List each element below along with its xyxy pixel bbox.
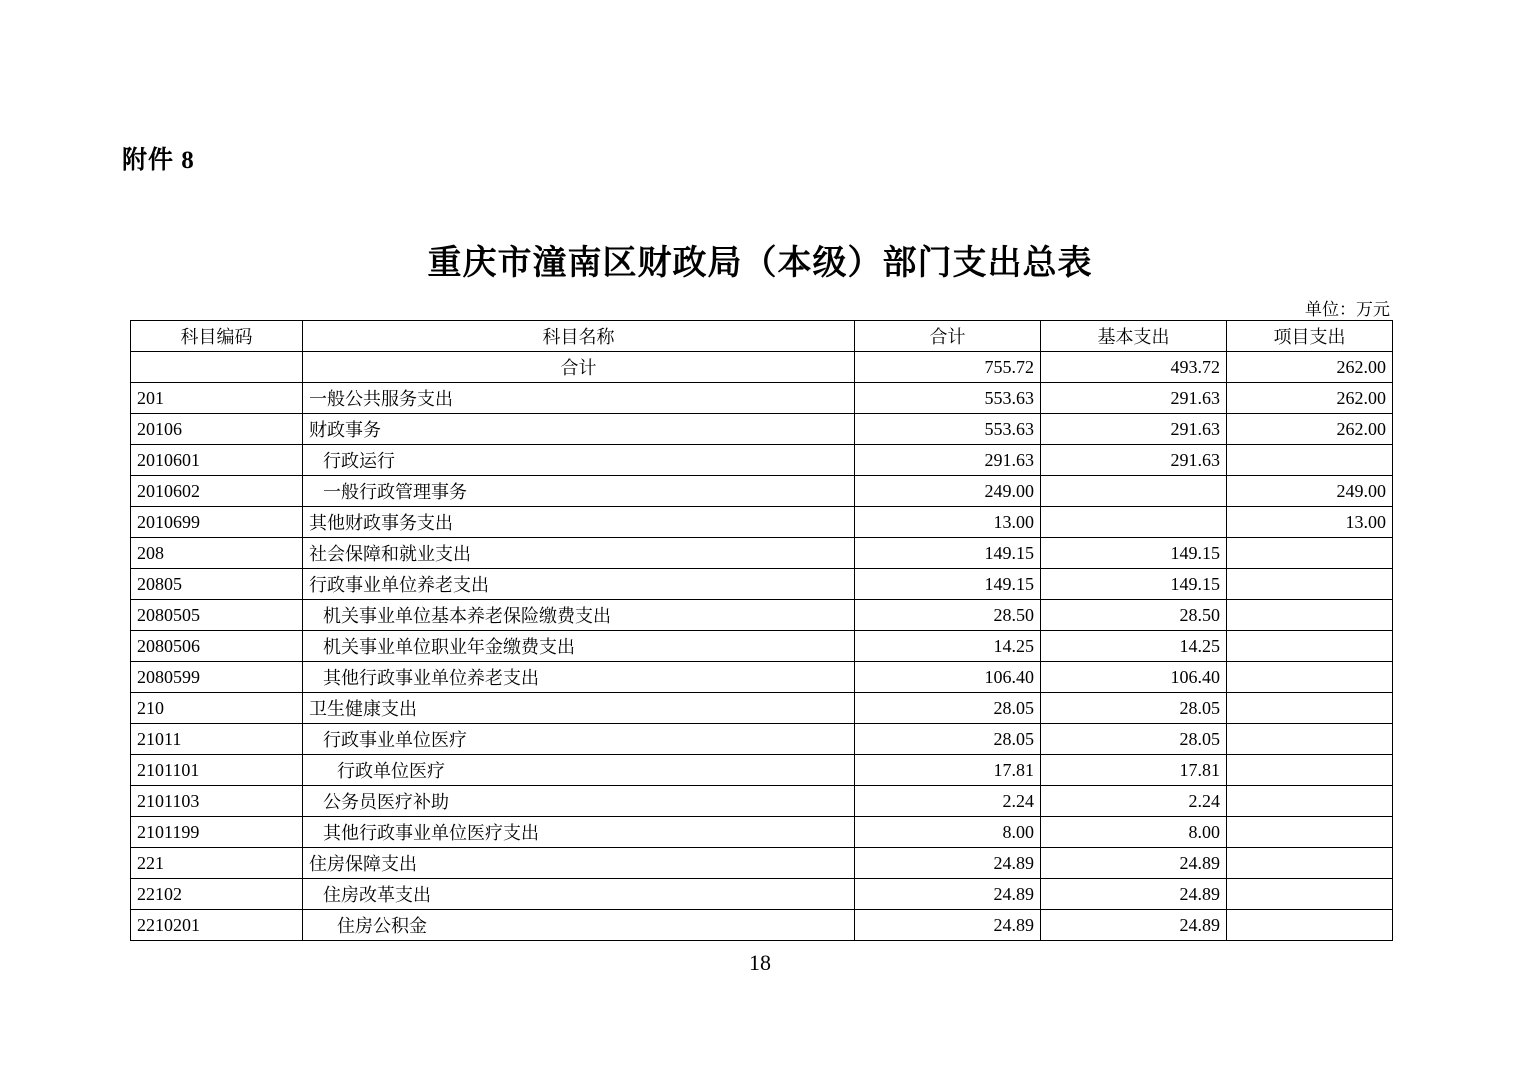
cell-subject-code: 22102	[131, 879, 303, 910]
cell-basic	[1041, 476, 1227, 507]
cell-project	[1227, 569, 1393, 600]
cell-basic: 28.05	[1041, 693, 1227, 724]
unit-note: 单位：万元	[1305, 300, 1390, 319]
cell-total: 8.00	[855, 817, 1041, 848]
cell-subject-code: 210	[131, 693, 303, 724]
table-row	[131, 600, 1393, 631]
table-header-row	[131, 321, 1393, 352]
cell-subject-name: 行政事业单位养老支出	[303, 569, 855, 600]
cell-basic	[1041, 507, 1227, 538]
cell-subject-code: 20106	[131, 414, 303, 445]
cell-total: 553.63	[855, 383, 1041, 414]
cell-project	[1227, 631, 1393, 662]
cell-project	[1227, 538, 1393, 569]
cell-subject-name: 机关事业单位基本养老保险缴费支出	[303, 600, 855, 631]
table-row	[131, 755, 1393, 786]
cell-subject-name: 住房保障支出	[303, 848, 855, 879]
cell-total: 553.63	[855, 414, 1041, 445]
table-row	[131, 910, 1393, 941]
cell-project: 249.00	[1227, 476, 1393, 507]
cell-subject-name: 一般行政管理事务	[303, 476, 855, 507]
cell-subject-code: 21011	[131, 724, 303, 755]
cell-basic: 8.00	[1041, 817, 1227, 848]
cell-subject-name: 住房改革支出	[303, 879, 855, 910]
cell-basic: 2.24	[1041, 786, 1227, 817]
cell-project	[1227, 848, 1393, 879]
cell-project	[1227, 600, 1393, 631]
cell-subject-code: 208	[131, 538, 303, 569]
cell-project: 262.00	[1227, 383, 1393, 414]
table-row	[131, 538, 1393, 569]
table-row	[131, 786, 1393, 817]
cell-basic: 28.05	[1041, 724, 1227, 755]
attachment-label: 附件 8	[122, 147, 195, 174]
cell-subject-code: 2010601	[131, 445, 303, 476]
table-row	[131, 414, 1393, 445]
cell-subject-name: 合计	[303, 352, 855, 383]
cell-total: 17.81	[855, 755, 1041, 786]
cell-project	[1227, 755, 1393, 786]
cell-subject-name: 行政运行	[303, 445, 855, 476]
cell-project	[1227, 879, 1393, 910]
cell-subject-code: 2101199	[131, 817, 303, 848]
column-header-basic: 基本支出	[1041, 321, 1227, 352]
table-row	[131, 662, 1393, 693]
expenditure-table	[130, 320, 1393, 941]
column-header-name: 科目名称	[303, 321, 855, 352]
cell-subject-name: 其他行政事业单位养老支出	[303, 662, 855, 693]
cell-subject-name: 机关事业单位职业年金缴费支出	[303, 631, 855, 662]
table-row	[131, 879, 1393, 910]
cell-total: 2.24	[855, 786, 1041, 817]
cell-project	[1227, 724, 1393, 755]
cell-subject-name: 社会保障和就业支出	[303, 538, 855, 569]
cell-total: 149.15	[855, 538, 1041, 569]
column-header-code: 科目编码	[131, 321, 303, 352]
cell-basic: 28.50	[1041, 600, 1227, 631]
cell-project	[1227, 786, 1393, 817]
cell-basic: 291.63	[1041, 414, 1227, 445]
cell-project	[1227, 662, 1393, 693]
cell-project: 13.00	[1227, 507, 1393, 538]
table-row	[131, 445, 1393, 476]
cell-subject-code: 2101103	[131, 786, 303, 817]
table-row	[131, 693, 1393, 724]
cell-subject-name: 行政事业单位医疗	[303, 724, 855, 755]
cell-total: 28.50	[855, 600, 1041, 631]
cell-subject-name: 住房公积金	[303, 910, 855, 941]
cell-basic: 24.89	[1041, 879, 1227, 910]
cell-project	[1227, 817, 1393, 848]
cell-total: 249.00	[855, 476, 1041, 507]
column-header-project: 项目支出	[1227, 321, 1393, 352]
cell-total: 755.72	[855, 352, 1041, 383]
cell-subject-code	[131, 352, 303, 383]
cell-total: 24.89	[855, 848, 1041, 879]
cell-subject-code: 2010699	[131, 507, 303, 538]
cell-basic: 14.25	[1041, 631, 1227, 662]
cell-total: 28.05	[855, 724, 1041, 755]
cell-subject-name: 财政事务	[303, 414, 855, 445]
table-row	[131, 817, 1393, 848]
table-row	[131, 848, 1393, 879]
cell-project: 262.00	[1227, 352, 1393, 383]
cell-subject-code: 2210201	[131, 910, 303, 941]
cell-project	[1227, 445, 1393, 476]
cell-basic: 493.72	[1041, 352, 1227, 383]
cell-total: 24.89	[855, 879, 1041, 910]
table-row	[131, 383, 1393, 414]
page-title: 重庆市潼南区财政局（本级）部门支出总表	[427, 245, 1093, 282]
column-header-total: 合计	[855, 321, 1041, 352]
cell-subject-code: 221	[131, 848, 303, 879]
table-row	[131, 569, 1393, 600]
cell-basic: 24.89	[1041, 848, 1227, 879]
page-number: 18	[749, 950, 771, 975]
cell-subject-code: 20805	[131, 569, 303, 600]
table-row	[131, 631, 1393, 662]
cell-subject-name: 其他行政事业单位医疗支出	[303, 817, 855, 848]
cell-subject-code: 2101101	[131, 755, 303, 786]
cell-basic: 291.63	[1041, 445, 1227, 476]
cell-total: 291.63	[855, 445, 1041, 476]
cell-total: 28.05	[855, 693, 1041, 724]
cell-subject-name: 公务员医疗补助	[303, 786, 855, 817]
cell-subject-code: 2080505	[131, 600, 303, 631]
cell-subject-code: 2080599	[131, 662, 303, 693]
cell-total: 13.00	[855, 507, 1041, 538]
cell-basic: 149.15	[1041, 538, 1227, 569]
cell-basic: 149.15	[1041, 569, 1227, 600]
table-row	[131, 724, 1393, 755]
cell-total: 14.25	[855, 631, 1041, 662]
cell-subject-name: 卫生健康支出	[303, 693, 855, 724]
cell-subject-code: 2010602	[131, 476, 303, 507]
table-row	[131, 476, 1393, 507]
cell-total: 106.40	[855, 662, 1041, 693]
cell-subject-name: 一般公共服务支出	[303, 383, 855, 414]
cell-basic: 291.63	[1041, 383, 1227, 414]
cell-project	[1227, 693, 1393, 724]
table-row	[131, 507, 1393, 538]
cell-total: 149.15	[855, 569, 1041, 600]
cell-basic: 106.40	[1041, 662, 1227, 693]
cell-basic: 24.89	[1041, 910, 1227, 941]
table-row	[131, 352, 1393, 383]
cell-basic: 17.81	[1041, 755, 1227, 786]
cell-total: 24.89	[855, 910, 1041, 941]
cell-project	[1227, 910, 1393, 941]
cell-subject-name: 其他财政事务支出	[303, 507, 855, 538]
cell-subject-name: 行政单位医疗	[303, 755, 855, 786]
cell-subject-code: 2080506	[131, 631, 303, 662]
cell-subject-code: 201	[131, 383, 303, 414]
cell-project: 262.00	[1227, 414, 1393, 445]
